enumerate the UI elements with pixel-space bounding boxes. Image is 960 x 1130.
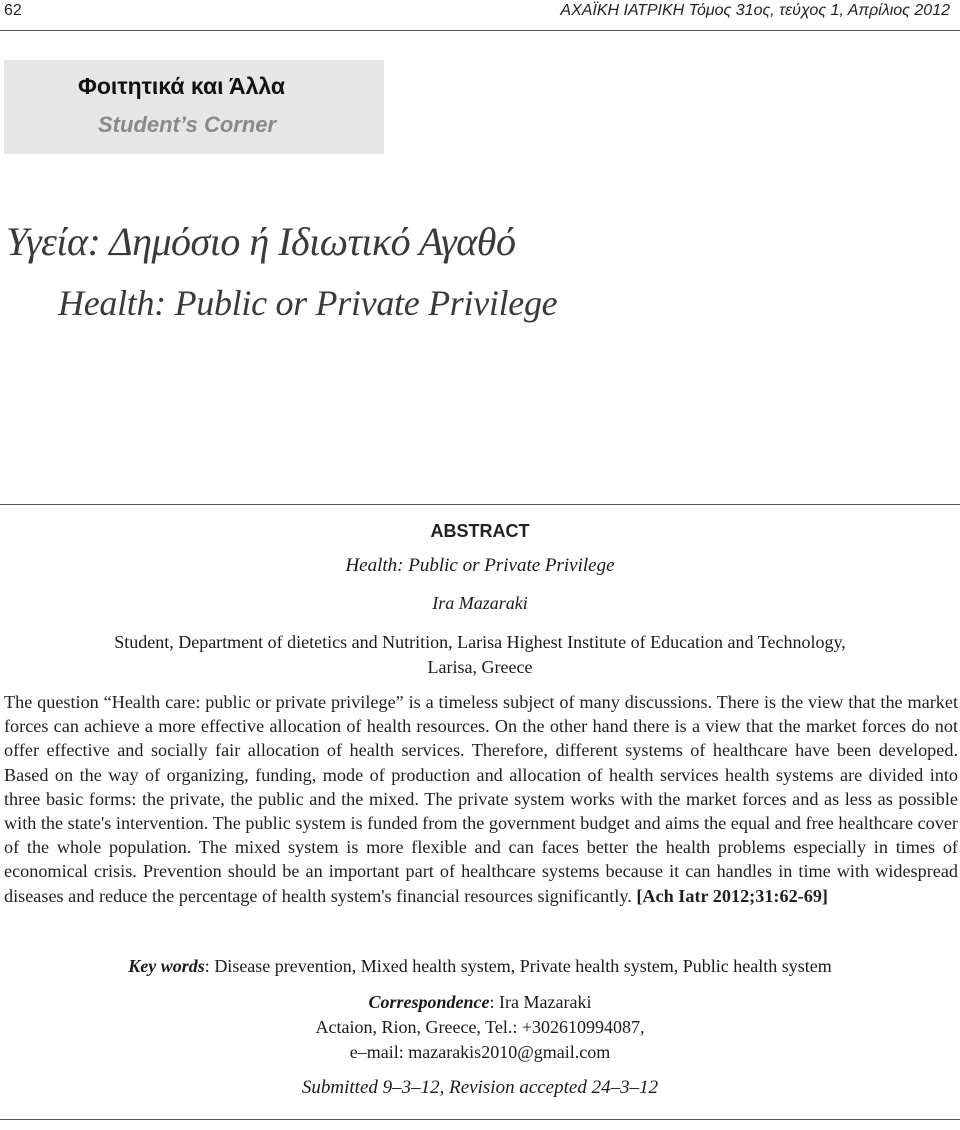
abstract-text: The question “Health care: public or private privilege” is a timeless subject of many discussions. There is the view that the market forces can achieve a more effective allocation of health resources. On the other hand there is a view that the market forces do not offer effective and socially fair allocation of health services. Therefore, different systems of healthcare have been developed. Based on the way of organizing, funding, mode of production and allocation of health services health systems are divided into three basic forms: the private, the public and the mixed. The private system works with the market forces and as less as possible with the state's intervention. The public system is funded from the government budget and aims the equal and free healthcare cover of the whole population. The mixed system is more flexible and can faces better the health problems especially in times of economical crisis. Prevention should be an important part of healthcare systems because it can handles in time with widespread diseases and reduce the percentage of health system's financial resources significantly. bbox=[4, 692, 958, 906]
keywords-text: Disease prevention, Mixed health system, Private health system, Public health system bbox=[214, 956, 832, 976]
correspondence-email: e–mail: mazarakis2010@gmail.com bbox=[349, 1042, 611, 1062]
correspondence-name: Ira Mazaraki bbox=[499, 992, 592, 1012]
page-number: 62 bbox=[4, 2, 22, 19]
abstract-label: ABSTRACT bbox=[430, 521, 530, 541]
section-banner bbox=[4, 60, 384, 154]
section-title-english: Student’s Corner bbox=[98, 112, 277, 137]
article-title-english: Health: Public or Private Privilege bbox=[58, 283, 558, 323]
correspondence-label: Correspondence bbox=[368, 992, 490, 1012]
affiliation-line-2: Larisa, Greece bbox=[427, 657, 533, 677]
keywords bbox=[0, 956, 960, 977]
article-title-greek: Υγεία: Δημόσιο ή Ιδιωτικό Αγαθό bbox=[6, 219, 516, 264]
affiliation-line-1: Student, Department of dietetics and Nutrition, Larisa Highest Institute of Education and Technology, bbox=[114, 632, 846, 652]
submission-dates: Submitted 9–3–12, Revision accepted 24–3–12 bbox=[301, 1077, 659, 1098]
correspondence-separator: : bbox=[489, 992, 500, 1012]
keywords-label: Key words bbox=[128, 956, 205, 976]
correspondence-address: Actaion, Rion, Greece, Tel.: +302610994087, bbox=[315, 1017, 645, 1037]
abstract-body bbox=[4, 690, 958, 908]
correspondence bbox=[0, 990, 960, 1065]
abstract-citation: [Ach Iatr 2012;31:62-69] bbox=[636, 885, 828, 906]
header-rule bbox=[0, 30, 960, 31]
journal-header: ΑΧΑΪΚΗ ΙΑΤΡΙΚΗ Τόμος 31ος, τεύχος 1, Απρίλιος 2012 bbox=[560, 2, 950, 19]
section-title-greek: Φοιτητικά και Άλλα bbox=[78, 73, 286, 99]
abstract-author: Ira Mazaraki bbox=[432, 593, 528, 613]
abstract-title: Health: Public or Private Privilege bbox=[345, 555, 615, 576]
abstract-affiliation bbox=[0, 630, 960, 680]
abstract-rule bbox=[0, 504, 960, 505]
keywords-separator: : bbox=[204, 956, 215, 976]
footer-rule bbox=[0, 1119, 960, 1120]
